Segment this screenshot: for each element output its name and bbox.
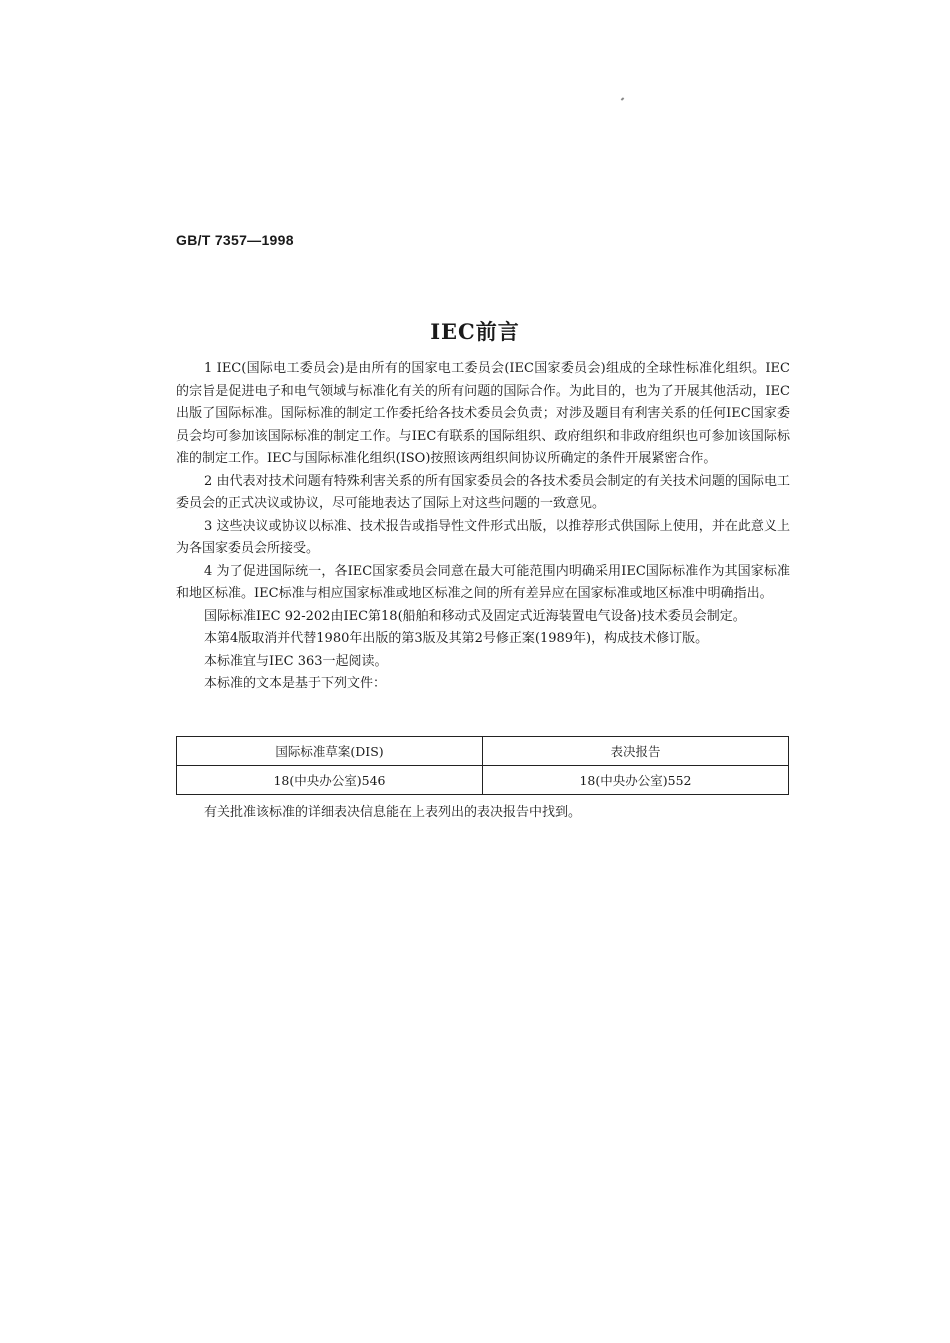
voting-info-note: 有关批准该标准的详细表决信息能在上表列出的表决报告中找到。 bbox=[204, 805, 582, 820]
table-cell-report: 18(中央办公室)552 bbox=[483, 766, 789, 795]
voting-documents-table bbox=[176, 736, 789, 795]
table-header-dis: 国际标准草案(DIS) bbox=[177, 737, 483, 766]
note-edition: 本第4版取消并代替1980年出版的第3版及其第2号修正案(1989年)，构成技术修订版。 bbox=[204, 631, 709, 646]
paragraph-2: 2 由代表对技术问题有特殊利害关系的所有国家委员会的各技术委员会制定的有关技术问题的国际电工委员会的正式决议或协议，尽可能地表达了国际上对这些问题的一致意见。 bbox=[176, 473, 790, 511]
table-header-report: 表决报告 bbox=[483, 737, 789, 766]
paragraph-1: 1 IEC(国际电工委员会)是由所有的国家电工委员会(IEC国家委员会)组成的全球性标准化组织。IEC的宗旨是促进电子和电气领域与标准化有关的所有问题的国际合作。为此目的，也为了开展其他活动，IEC出版了国际标准。国际标准的制定工作委托给各技术委员会负责；对涉及题目有利害关系的任何IEC国家委员会均可参加该国际标准的制定工作。与IEC有联系的国际组织、政府组织和非政府组织也可参加该国际标准的制定工作。IEC与国际标准化组织(ISO)按照该两组织间协议所确定的条件开展紧密合作。 bbox=[176, 361, 790, 466]
note-committee: 国际标准IEC 92-202由IEC第18(船舶和移动式及固定式近海装置电气设备)技术委员会制定。 bbox=[204, 608, 746, 624]
foreword-body bbox=[176, 358, 790, 696]
table-cell-dis: 18(中央办公室)546 bbox=[177, 766, 483, 795]
table-header-row bbox=[177, 737, 789, 766]
note-based-on: 本标准的文本是基于下列文件： bbox=[204, 676, 387, 691]
page-title: IEC前言 bbox=[430, 319, 520, 344]
table-row bbox=[177, 766, 789, 795]
paragraph-4: 4 为了促进国际统一，各IEC国家委员会同意在最大可能范围内明确采用IEC国际标准作为其国家标准和地区标准。IEC标准与相应国家标准或地区标准之间的所有差异应在国家标准或地区标准中明确指出。 bbox=[176, 563, 790, 601]
paragraph-3: 3 这些决议或协议以标准、技术报告或指导性文件形式出版，以推荐形式供国际上使用，并在此意义上为各国家委员会所接受。 bbox=[176, 518, 790, 556]
document-code: GB/T 7357—1998 bbox=[176, 232, 294, 248]
note-read-with: 本标准宜与IEC 363一起阅读。 bbox=[204, 653, 388, 669]
scan-speck bbox=[621, 97, 625, 100]
